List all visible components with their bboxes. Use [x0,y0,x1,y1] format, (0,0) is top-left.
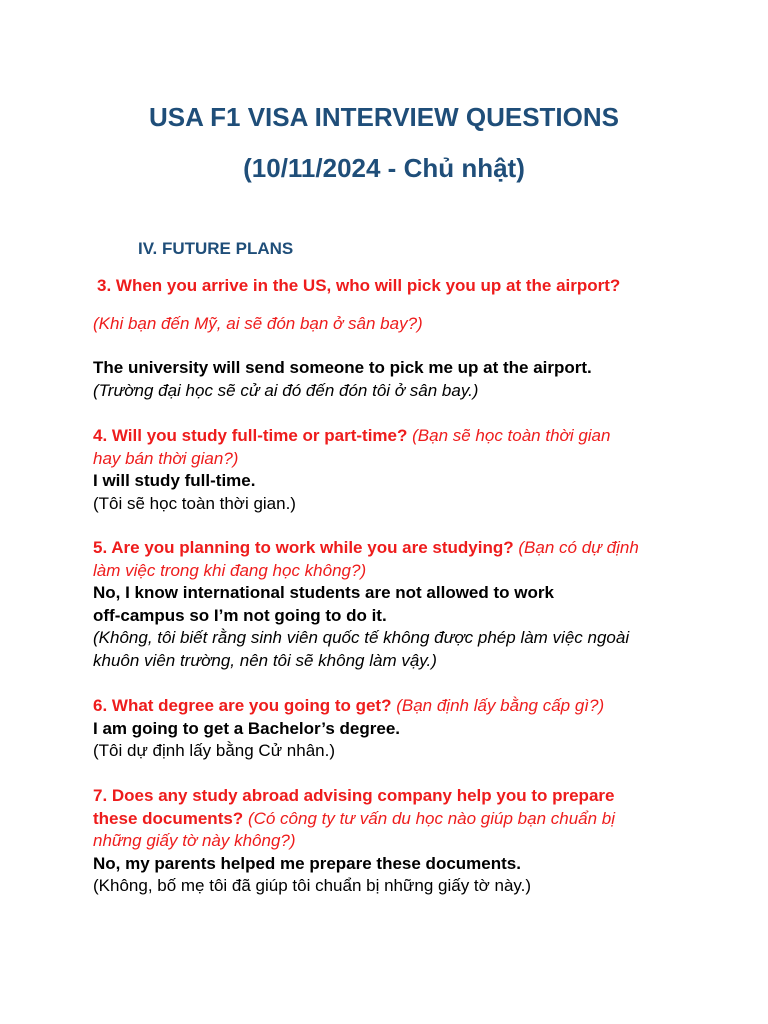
question-7-line-1: 7. Does any study abroad advising company help you to prepare [93,786,615,805]
question-7-line-2: these documents? [93,808,244,828]
answer-4-translation: (Tôi sẽ học toàn thời gian.) [93,493,296,513]
answer-6-translation: (Tôi dự định lấy bằng Cử nhân.) [93,741,336,760]
answer-3 [93,357,693,402]
question-3-translation-block [93,313,693,336]
question-6-text: 6. What degree are you going to get? [93,696,392,715]
answer-3-text: The university will send someone to pick me up at the airport. [93,358,592,377]
question-7-translation-line-1: (Có công ty tư vấn du học nào giúp bạn chuẩn bị [247,808,616,828]
question-5-translation-line-2: làm việc trong khi đang học không?) [93,560,367,580]
question-4-translation-line-2: hay bán thời gian?) [93,448,239,468]
question-3-text: 3. When you arrive in the US, who will pick you up at the airport? [97,276,621,295]
question-6 [93,695,693,763]
question-5 [93,537,693,672]
section-heading: IV. FUTURE PLANS [138,239,294,258]
question-3-translation: (Khi bạn đến Mỹ, ai sẽ đón bạn ở sân bay?) [93,314,423,333]
question-4-translation-line-1: (Bạn sẽ học toàn thời gian [412,426,611,445]
question-4-text: 4. Will you study full-time or part-time? [93,426,408,445]
answer-4-text: I will study full-time. [93,471,256,490]
answer-6-text: I am going to get a Bachelor’s degree. [93,718,401,738]
answer-5-translation-line-1: (Không, tôi biết rằng sinh viên quốc tế không được phép làm việc ngoài [93,628,630,647]
question-5-translation-line-1: (Bạn có dự định [518,538,639,557]
answer-5-line-1: No, I know international students are not allowed to work [93,583,554,602]
answer-7-translation: (Không, bố mẹ tôi đã giúp tôi chuẩn bị những giấy tờ này.) [93,876,532,895]
answer-5-line-2: off-campus so I’m not going to do it. [93,605,387,625]
question-7-translation-line-2: những giấy tờ này không?) [93,831,296,850]
document-title: USA F1 VISA INTERVIEW QUESTIONS [149,102,619,132]
question-7 [93,785,693,898]
question-3 [97,275,697,298]
answer-3-translation: (Trường đại học sẽ cử ai đó đến đón tôi ở sân bay.) [93,380,479,400]
question-4 [93,425,693,515]
answer-7-text: No, my parents helped me prepare these documents. [93,853,521,873]
question-6-translation: (Bạn định lấy bằng cấp gì?) [396,696,605,715]
document-date: (10/11/2024 - Chủ nhật) [243,153,525,183]
answer-5-translation-line-2: khuôn viên trường, nên tôi sẽ không làm vậy.) [93,650,437,670]
question-5-text: 5. Are you planning to work while you are studying? [93,538,514,557]
